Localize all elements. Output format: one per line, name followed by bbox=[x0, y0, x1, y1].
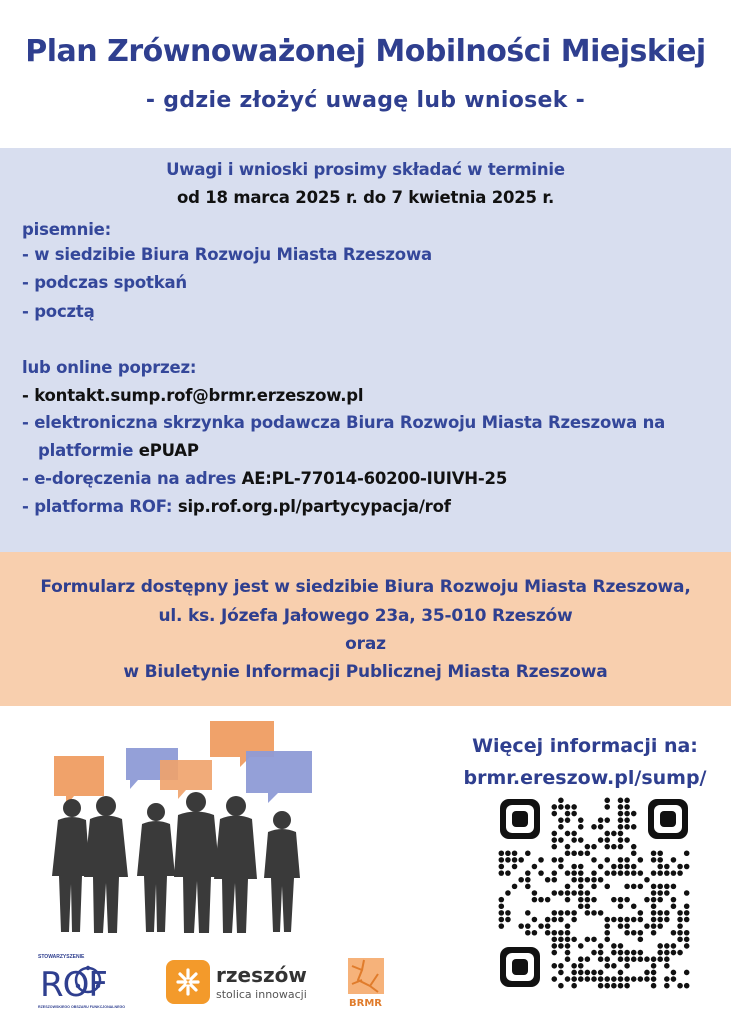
brmr-logo bbox=[346, 956, 386, 1010]
email-link[interactable]: - kontakt.sump.rof@brmr.erzeszow.pl bbox=[22, 386, 364, 405]
epuap-line-2 bbox=[38, 441, 199, 460]
rof-platform-link[interactable]: sip.rof.org.pl/partycypacja/rof bbox=[177, 497, 451, 516]
rzeszow-logo-tagline: stolica innowacji bbox=[216, 988, 307, 1001]
page-title: Plan Zrównoważonej Mobilności Miejskiej bbox=[25, 34, 706, 69]
epuap-prefix: platformie bbox=[38, 441, 134, 460]
written-item-meetings: - podczas spotkań bbox=[22, 273, 187, 292]
rof-logo bbox=[36, 950, 138, 1012]
epuap-value: ePUAP bbox=[138, 441, 199, 460]
rzeszow-logo bbox=[166, 958, 326, 1006]
rof-platform-line bbox=[22, 497, 451, 516]
rof-logo-text: ROF bbox=[40, 965, 107, 1005]
rof-logo-bottom-text: RZESZOWSKIEGO OBSZARU FUNKCJONALNEGO bbox=[38, 1005, 126, 1009]
brmr-logo-text: BRMR bbox=[349, 998, 382, 1009]
qr-code[interactable] bbox=[498, 797, 690, 989]
more-info bbox=[460, 730, 710, 794]
people-discussion-illustration bbox=[50, 718, 320, 936]
header bbox=[0, 0, 731, 148]
edoreczenia-prefix: - e-doręczenia na adres bbox=[22, 469, 237, 488]
edoreczenia-address: AE:PL-77014-60200-IUIVH-25 bbox=[241, 469, 508, 488]
form-line-1: Formularz dostępny jest w siedzibie Biura Rozwoju Miasta Rzeszowa, bbox=[40, 577, 691, 597]
form-line-3: oraz bbox=[345, 634, 386, 654]
written-item-office: - w siedzibie Biura Rozwoju Miasta Rzeszowa bbox=[22, 245, 432, 264]
submission-info-section bbox=[0, 148, 731, 552]
online-heading: lub online poprzez: bbox=[22, 358, 197, 377]
rof-platform-prefix: - platforma ROF: bbox=[22, 497, 173, 516]
form-info-section bbox=[0, 552, 731, 706]
more-info-url[interactable]: brmr.ereszow.pl/sump/ bbox=[463, 767, 707, 789]
written-item-post: - pocztą bbox=[22, 302, 95, 321]
silhouettes bbox=[52, 792, 300, 933]
rzeszow-logo-name: rzeszów bbox=[216, 963, 307, 987]
form-line-4: w Biuletynie Informacji Publicznej Miasta Rzeszowa bbox=[123, 662, 608, 682]
rof-logo-top-text: STOWARZYSZENIE bbox=[38, 954, 85, 960]
speech-bubbles bbox=[54, 721, 312, 806]
written-heading: pisemnie: bbox=[22, 220, 112, 239]
page-subtitle: - gdzie złożyć uwagę lub wniosek - bbox=[145, 88, 586, 113]
deadline-line-1: Uwagi i wnioski prosimy składać w terminie bbox=[166, 160, 565, 179]
deadline-line-2: od 18 marca 2025 r. do 7 kwietnia 2025 r. bbox=[176, 188, 555, 207]
form-line-2: ul. ks. Józefa Jałowego 23a, 35-010 Rzeszów bbox=[158, 606, 573, 626]
epuap-line-1: - elektroniczna skrzynka podawcza Biura Rozwoju Miasta Rzeszowa na bbox=[22, 413, 666, 432]
more-info-label: Więcej informacji na: bbox=[472, 735, 698, 757]
edoreczenia-line bbox=[22, 469, 507, 488]
